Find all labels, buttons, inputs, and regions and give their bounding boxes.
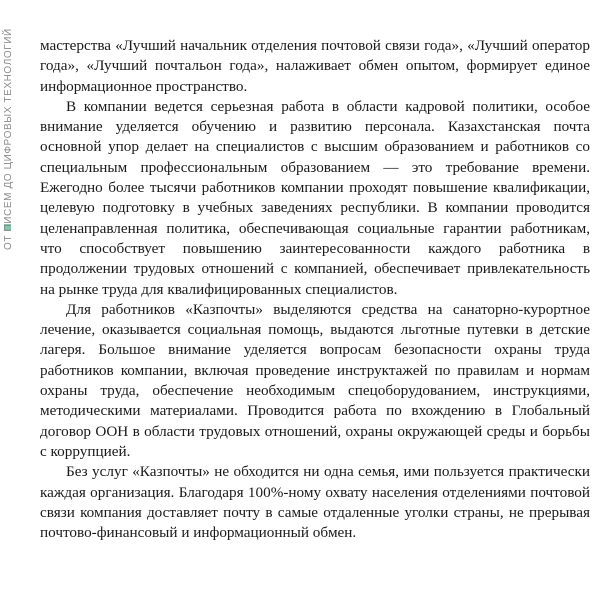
body-text [40, 36, 590, 543]
paragraph-2: В компании ведется серьезная работа в области кадровой политики, особое внимание уделяется обучению и развитию персонала. Казахстанская почта основной упор делает на специалистов с высшим образованием и работников со специальным профессиональным образованием — это требование времени. Ежегодно более тысячи работников компании проходят повышение квалификации, целевую подготовку в учебных заведениях республики. В компании проводится целенаправленная политика, обеспечивающая социальные гарантии работникам, что способствует повышению заинтересованности каждого работника в продолжении трудовых отношений с компанией, обеспечивает привлекательность на рынке труда для квалифицированных специалистов. [40, 97, 590, 298]
running-header: ОТ ПИСЕМ ДО ЦИФРОВЫХ ТЕХНОЛОГИЙ [3, 28, 14, 250]
paragraph-4: Без услуг «Казпочты» не обходится ни одна семья, ими пользуется практически каждая организация. Благодаря 100%-ному охвату населения отделениями почтовой связи компания доставляет почту в самые отдаленные уголки страны, не прерывая почтово-финансовый и информационный обмен. [40, 463, 590, 542]
sidebar [0, 0, 22, 600]
paragraph-1: мастерства «Лучший начальник отделения почтовой связи года», «Лучший оператор года», «Лучший почтальон года», налаживает обмен опытом, формирует единое информационное пространство. [40, 37, 590, 95]
paragraph-3: Для работников «Казпочты» выделяются средства на санаторно-курортное лечение, оказывается социальная помощь, выдаются льготные путевки в детские лагеря. Большое внимание уделяется вопросам безопасности охраны труда работников компании, включая проведение инструктажей по правилам и нормам охраны труда, обеспечение необходимым спецоборудованием, инструкциями, методическими материалами. Проводится работа по вхождению в Глобальный договор ООН в области трудовых отношений, охраны окружающей среды и борьбы с коррупцией. [40, 300, 590, 460]
